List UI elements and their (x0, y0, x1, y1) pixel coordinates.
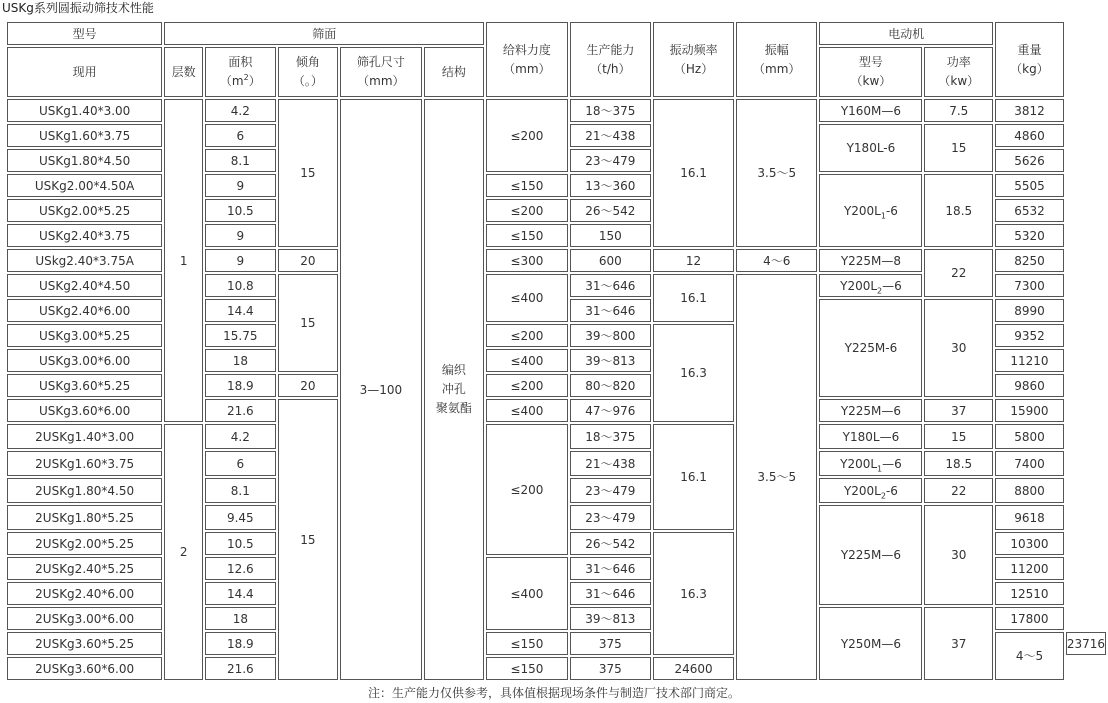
cell-motor-model: Y225M—6 (819, 399, 922, 422)
cell-weight: 9618 (995, 505, 1064, 530)
cell-model: USKg1.80*4.50 (7, 149, 162, 172)
header-amplitude: 振幅 （mm） (736, 22, 817, 97)
cell-power: 22 (924, 478, 993, 503)
cell-weight: 3812 (995, 99, 1064, 122)
cell-area: 10.8 (205, 274, 276, 297)
cell-motor-model: $Y200L_2-6$ (819, 478, 922, 503)
cell-power: 15 (924, 424, 993, 449)
cell-feed: ≤400 (486, 274, 567, 322)
cell-area: 9 (205, 174, 276, 197)
header-current: 现用 (7, 47, 162, 97)
cell-model: 2USKg1.60*3.75 (7, 451, 162, 476)
spec-table-wrapper (5, 20, 1108, 682)
header-motor-model: 型号 （kw） (819, 47, 922, 97)
cell-weight: 12510 (995, 582, 1064, 605)
cell-layers: 1 (164, 99, 203, 422)
cell-model: 2USKg2.40*6.00 (7, 582, 162, 605)
cell-frequency: 16.3 (653, 324, 734, 422)
cell-capacity: 375 (570, 657, 652, 680)
cell-weight: 17800 (995, 607, 1064, 630)
header-frequency: 振动频率 （Hz） (653, 22, 734, 97)
cell-power: 30 (924, 299, 993, 397)
footnote: 注：生产能力仅供参考，具体值根据现场条件与制造厂技术部门商定。 (367, 686, 740, 700)
cell-weight: 8250 (995, 249, 1064, 272)
cell-weight: 23716 (1066, 632, 1106, 655)
cell-capacity: 21～438 (570, 451, 652, 476)
cell-angle: 20 (278, 249, 339, 272)
cell-area: 9 (205, 249, 276, 272)
cell-area: 12.6 (205, 557, 276, 580)
cell-feed: ≤200 (486, 199, 567, 222)
cell-capacity: 39～813 (570, 349, 652, 372)
cell-power: 37 (924, 399, 993, 422)
header-angle: 倾角 （。） (278, 47, 339, 97)
cell-capacity: 39～800 (570, 324, 652, 347)
cell-angle: 15 (278, 399, 339, 680)
cell-motor-model: $Y200L_1-6$ (819, 174, 922, 247)
cell-frequency: 16.1 (653, 99, 734, 247)
cell-weight: 8990 (995, 299, 1064, 322)
cell-capacity: 23～479 (570, 478, 652, 503)
cell-model: 2USKg2.40*5.25 (7, 557, 162, 580)
cell-area: 6 (205, 451, 276, 476)
cell-angle: 20 (278, 374, 339, 397)
cell-weight: 5320 (995, 224, 1064, 247)
cell-amplitude: 4～6 (736, 249, 817, 272)
cell-feed: ≤200 (486, 424, 567, 555)
cell-model: 2USKg3.60*5.25 (7, 632, 162, 655)
header-power: 功率 （kw） (924, 47, 993, 97)
cell-capacity: 18～375 (570, 99, 652, 122)
cell-power: 18.5 (924, 174, 993, 247)
cell-model: 2USKg1.80*4.50 (7, 478, 162, 503)
table-caption: USKg系列圆振动筛技术性能 (2, 1, 154, 15)
cell-weight: 11210 (995, 349, 1064, 372)
cell-capacity: 31～646 (570, 274, 652, 297)
cell-model: USKg1.40*3.00 (7, 99, 162, 122)
cell-model: USKg2.00*4.50A (7, 174, 162, 197)
cell-area: 14.4 (205, 299, 276, 322)
cell-model: USKg3.00*6.00 (7, 349, 162, 372)
cell-amplitude: 3.5～5 (736, 99, 817, 247)
cell-area: 4.2 (205, 99, 276, 122)
cell-feed: ≤400 (486, 399, 567, 422)
cell-power: 22 (924, 249, 993, 297)
cell-feed: ≤400 (486, 557, 567, 630)
cell-weight: 15900 (995, 399, 1064, 422)
cell-power: 7.5 (924, 99, 993, 122)
spec-table (5, 20, 1108, 682)
cell-motor-model: Y160M—6 (819, 99, 922, 122)
cell-capacity: 23～479 (570, 149, 652, 172)
cell-feed: ≤300 (486, 249, 567, 272)
header-weight: 重量 （kg） (995, 22, 1064, 97)
header-area: 面积 $(m^2)$ (205, 47, 276, 97)
cell-feed: ≤400 (486, 349, 567, 372)
cell-capacity: 26～542 (570, 532, 652, 555)
cell-capacity: 375 (570, 632, 652, 655)
cell-weight: 5505 (995, 174, 1064, 197)
header-screen-surface: 筛面 (164, 22, 484, 45)
cell-feed: ≤150 (486, 657, 567, 680)
cell-motor-model: $Y200L_1—6$ (819, 451, 922, 476)
cell-weight: 6532 (995, 199, 1064, 222)
cell-capacity: 31～646 (570, 557, 652, 580)
cell-feed: ≤200 (486, 324, 567, 347)
cell-capacity: 23～479 (570, 505, 652, 530)
cell-model: USKg2.40*3.75 (7, 224, 162, 247)
header-aperture: 筛孔尺寸 （mm） (340, 47, 421, 97)
cell-motor-model: Y250M—6 (819, 607, 922, 680)
cell-weight: 4860 (995, 124, 1064, 147)
cell-model: 2USKg3.00*6.00 (7, 607, 162, 630)
cell-motor-model: Y180L—6 (819, 424, 922, 449)
cell-area: 18 (205, 607, 276, 630)
cell-model: 2USKg2.00*5.25 (7, 532, 162, 555)
cell-area: 4.2 (205, 424, 276, 449)
cell-model: USKg1.60*3.75 (7, 124, 162, 147)
table-row (7, 99, 1106, 122)
cell-area: 21.6 (205, 399, 276, 422)
cell-model: 2USKg1.80*5.25 (7, 505, 162, 530)
cell-capacity: 80～820 (570, 374, 652, 397)
cell-weight: 8800 (995, 478, 1064, 503)
cell-capacity: 21～438 (570, 124, 652, 147)
cell-motor-model: Y225M—6 (819, 505, 922, 605)
cell-area: 10.5 (205, 199, 276, 222)
cell-motor-model: Y225M-6 (819, 299, 922, 397)
cell-frequency: 12 (653, 249, 734, 272)
cell-model: USKg3.00*5.25 (7, 324, 162, 347)
header-capacity: 生产能力 （t/h） (570, 22, 652, 97)
cell-feed: ≤150 (486, 224, 567, 247)
cell-weight: 9352 (995, 324, 1064, 347)
cell-angle: 15 (278, 274, 339, 372)
cell-frequency: 16.3 (653, 532, 734, 655)
cell-capacity: 600 (570, 249, 652, 272)
cell-area: 6 (205, 124, 276, 147)
cell-model: USKg3.60*6.00 (7, 399, 162, 422)
cell-area: 14.4 (205, 582, 276, 605)
cell-capacity: 31～646 (570, 582, 652, 605)
cell-weight: 9860 (995, 374, 1064, 397)
cell-capacity: 13～360 (570, 174, 652, 197)
cell-motor-model: Y225M—8 (819, 249, 922, 272)
cell-capacity: 39～813 (570, 607, 652, 630)
cell-frequency: 16.1 (653, 424, 734, 530)
header-row-1 (7, 22, 1106, 45)
header-structure: 结构 (424, 47, 485, 97)
cell-aperture: 3—100 (340, 99, 421, 680)
cell-model: 2USKg3.60*6.00 (7, 657, 162, 680)
cell-area: 18.9 (205, 374, 276, 397)
cell-amplitude: 4～5 (995, 632, 1064, 680)
cell-model: 2USKg1.40*3.00 (7, 424, 162, 449)
header-layers: 层数 (164, 47, 203, 97)
cell-power: 37 (924, 607, 993, 680)
cell-model: USKg3.60*5.25 (7, 374, 162, 397)
header-model: 型号 (7, 22, 162, 45)
cell-amplitude: 3.5～5 (736, 274, 817, 680)
cell-weight: 5800 (995, 424, 1064, 449)
cell-feed: ≤150 (486, 632, 567, 655)
cell-power: 18.5 (924, 451, 993, 476)
cell-capacity: 31～646 (570, 299, 652, 322)
cell-structure: 编织 冲孔 聚氨酯 (424, 99, 485, 680)
cell-weight: 7300 (995, 274, 1064, 297)
cell-weight: 10300 (995, 532, 1064, 555)
cell-capacity: 26～542 (570, 199, 652, 222)
cell-model: USKg2.40*6.00 (7, 299, 162, 322)
cell-area: 9.45 (205, 505, 276, 530)
cell-power: 15 (924, 124, 993, 172)
cell-area: 8.1 (205, 478, 276, 503)
cell-feed: ≤200 (486, 374, 567, 397)
cell-model: USkg2.40*3.75A (7, 249, 162, 272)
cell-weight: 24600 (653, 657, 734, 680)
cell-area: 15.75 (205, 324, 276, 347)
cell-power: 30 (924, 505, 993, 605)
cell-capacity: 47～976 (570, 399, 652, 422)
header-feed: 给料力度 （mm） (486, 22, 567, 97)
cell-weight: 11200 (995, 557, 1064, 580)
cell-area: 9 (205, 224, 276, 247)
table-row (7, 424, 1106, 449)
cell-weight: 7400 (995, 451, 1064, 476)
cell-motor-model: $Y200L_2—6$ (819, 274, 922, 297)
cell-area: 18 (205, 349, 276, 372)
cell-angle: 15 (278, 99, 339, 247)
cell-weight: 5626 (995, 149, 1064, 172)
cell-feed: ≤200 (486, 99, 567, 172)
cell-motor-model: Y180L-6 (819, 124, 922, 172)
cell-feed: ≤150 (486, 174, 567, 197)
cell-area: 21.6 (205, 657, 276, 680)
cell-capacity: 18～375 (570, 424, 652, 449)
cell-area: 10.5 (205, 532, 276, 555)
cell-capacity: 150 (570, 224, 652, 247)
cell-layers: 2 (164, 424, 203, 680)
header-motor: 电动机 (819, 22, 993, 45)
cell-model: USKg2.40*4.50 (7, 274, 162, 297)
cell-model: USKg2.00*5.25 (7, 199, 162, 222)
cell-area: 18.9 (205, 632, 276, 655)
cell-area: 8.1 (205, 149, 276, 172)
cell-frequency: 16.1 (653, 274, 734, 322)
